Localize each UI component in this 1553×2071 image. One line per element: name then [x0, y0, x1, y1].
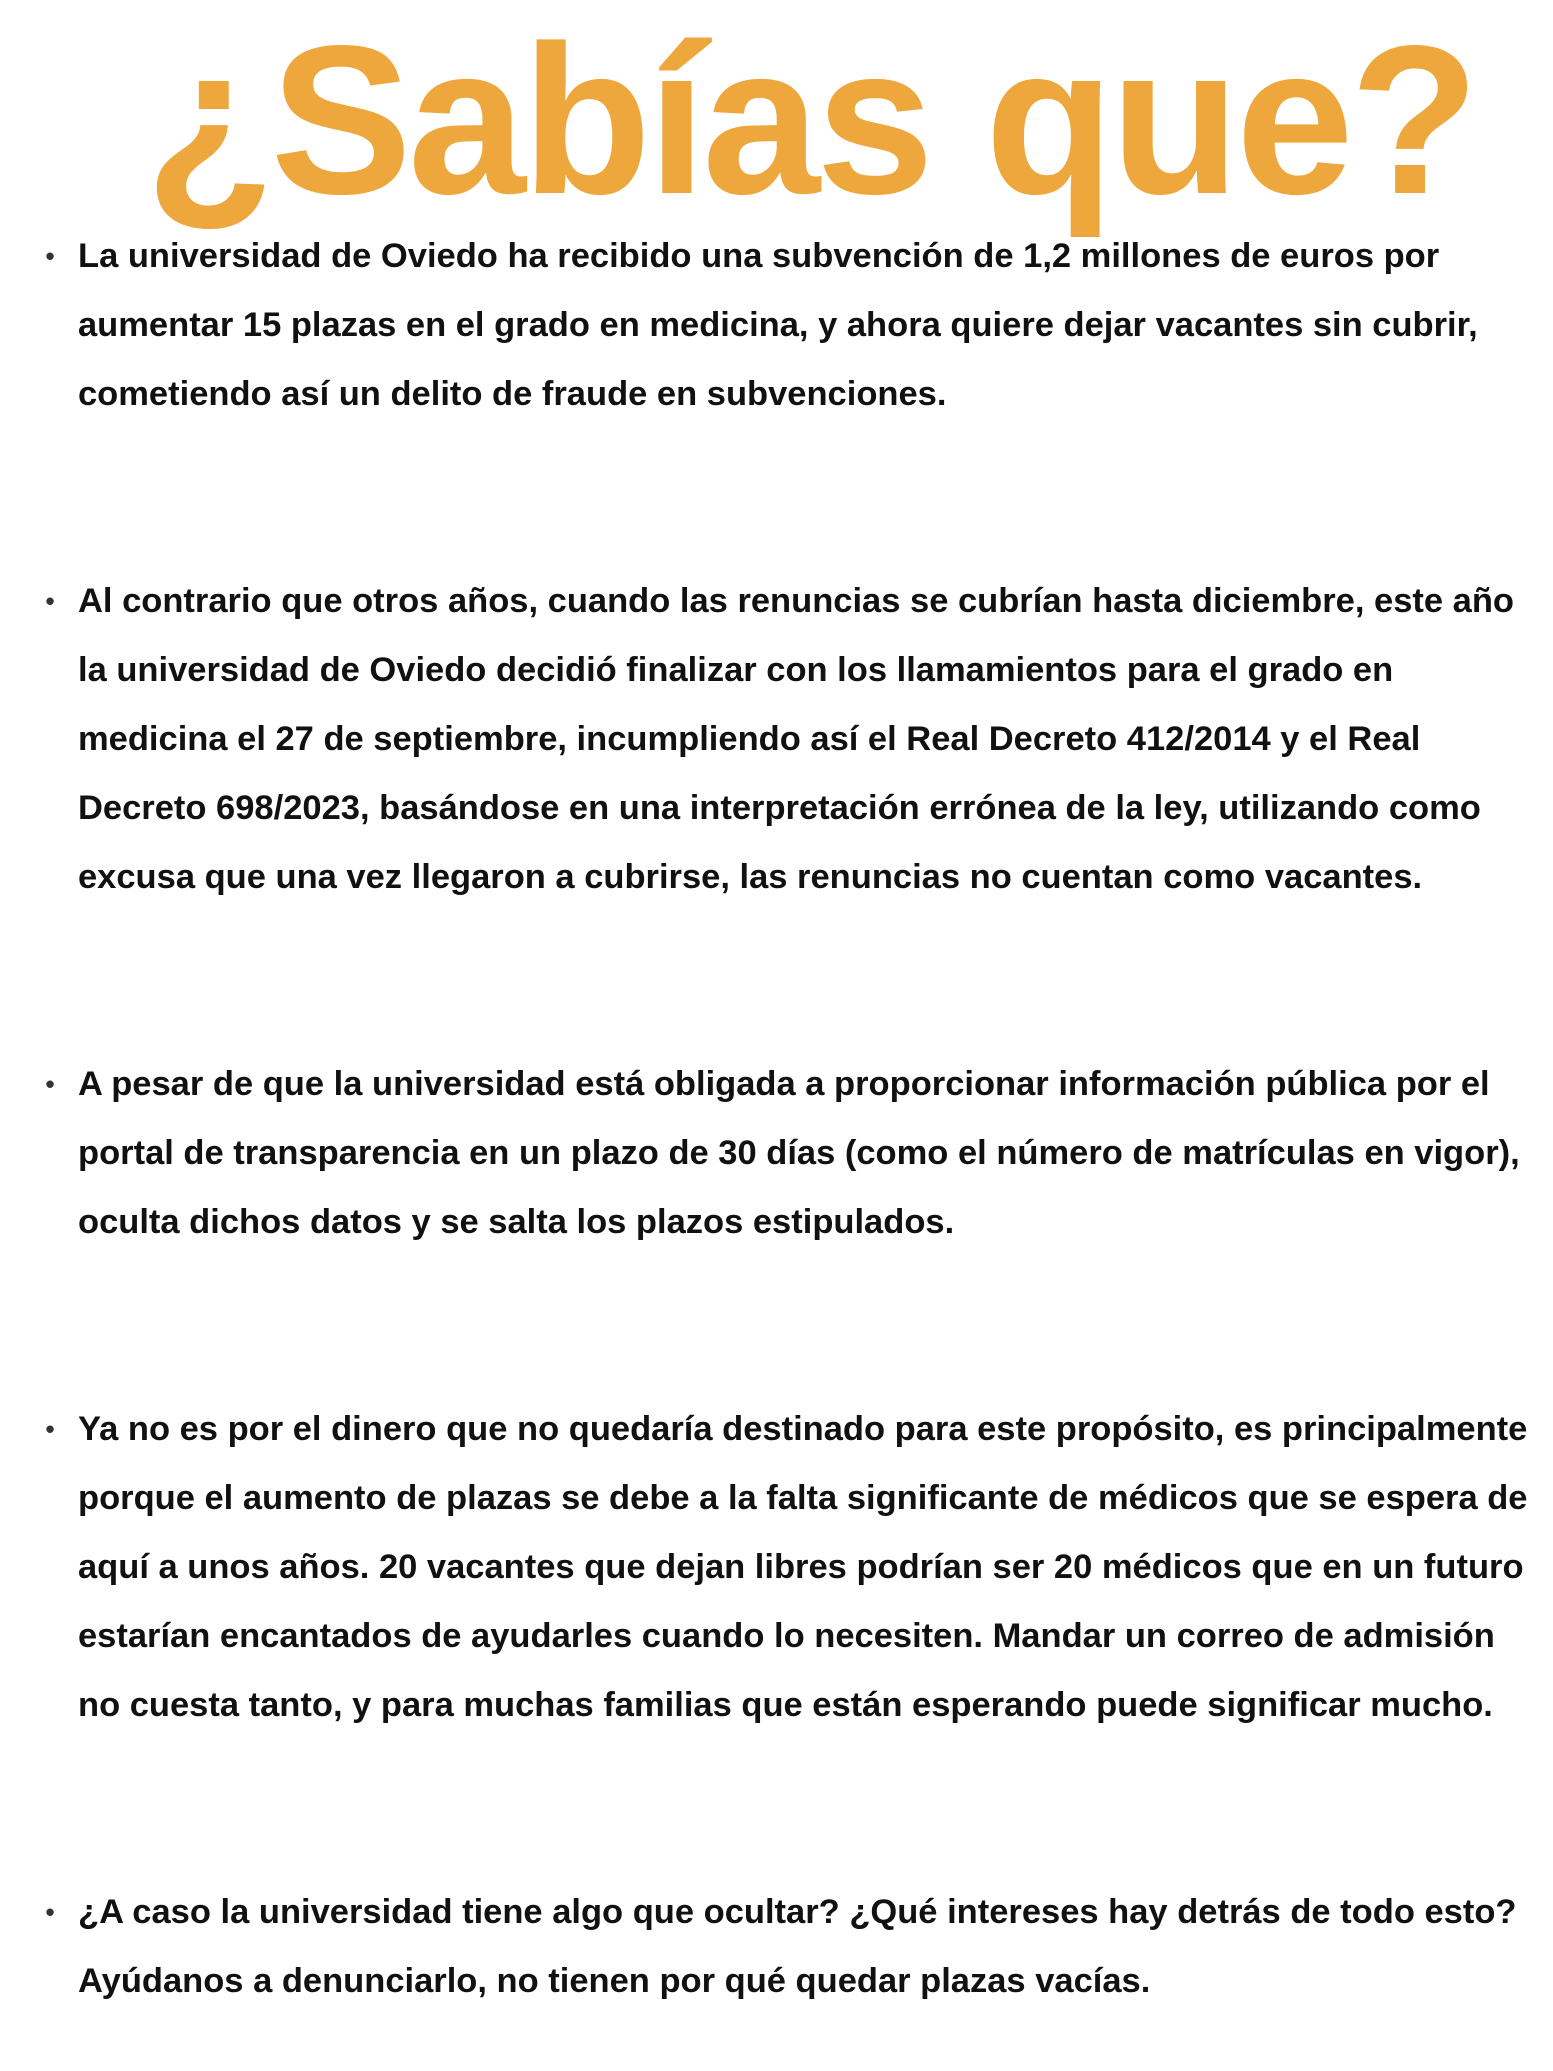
- bullet-item-ocultar: [38, 1878, 1528, 2016]
- bullet-item-llamamientos: [38, 567, 1528, 912]
- bullet-dot-icon: •: [45, 586, 55, 616]
- bullet-item-medicos: [38, 1395, 1528, 1740]
- bullet-text: Al contrario que otros años, cuando las renuncias se cubrían hasta diciembre, este año la universidad de Oviedo decidió finalizar con los llamamientos para el grado en medicina el 27 de septiembre, incumpliendo así el Real Decreto 412/2014 y el Real Decreto 698/2023, basándose en una interpretación errónea de la ley, utilizando como excusa que una vez llegaron a cubrirse, las renuncias no cuentan como vacantes.: [78, 582, 1514, 896]
- bullet-item-transparencia: [38, 1050, 1528, 1257]
- bullet-dot-icon: •: [45, 241, 55, 271]
- page-title: ¿Sabías que?: [145, 1, 1476, 238]
- bullet-dot-icon: •: [45, 1069, 55, 1099]
- bullet-list: [38, 222, 1528, 2016]
- bullet-text: Ya no es por el dinero que no quedaría destinado para este propósito, es principalmente porque el aumento de plazas se debe a la falta significante de médicos que se espera de aquí a unos años. 20 vacantes que dejan libres podrían ser 20 médicos que en un futuro estarían encantados de ayudarles cuando lo necesiten. Mandar un correo de admisión no cuesta tanto, y para muchas familias que están esperando puede significar mucho.: [78, 1410, 1528, 1724]
- bullet-dot-icon: •: [45, 1897, 55, 1927]
- bullet-text: La universidad de Oviedo ha recibido una subvención de 1,2 millones de euros por aumentar 15 plazas en el grado en medicina, y ahora quiere dejar vacantes sin cubrir, cometiendo así un delito de fraude en subvenciones.: [78, 237, 1478, 413]
- bullet-text: A pesar de que la universidad está obligada a proporcionar información pública por el portal de transparencia en un plazo de 30 días (como el número de matrículas en vigor), oculta dichos datos y se salta los plazos estipulados.: [78, 1065, 1520, 1241]
- bullet-item-subvencion: [38, 222, 1528, 429]
- bullet-dot-icon: •: [45, 1414, 55, 1444]
- bullet-text: ¿A caso la universidad tiene algo que ocultar? ¿Qué intereses hay detrás de todo esto? Ayúdanos a denunciarlo, no tienen por qué quedar plazas vacías.: [78, 1893, 1517, 2000]
